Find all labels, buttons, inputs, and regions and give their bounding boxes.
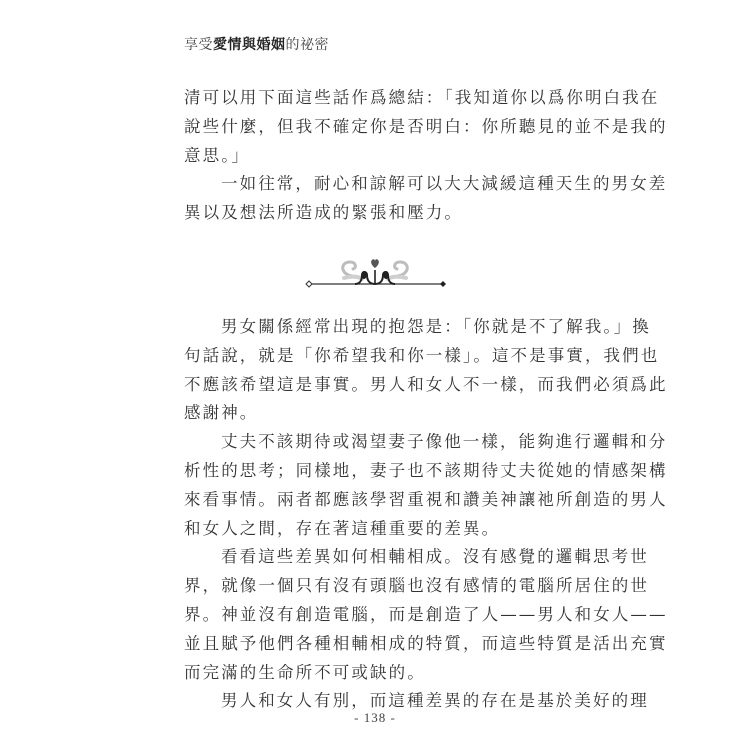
- text-block-1: [184, 84, 668, 228]
- text-line: 界。神並沒有創造電腦，而是創造了人——男人和女人——: [184, 604, 668, 624]
- text-line: 句話說，就是「你希望我和你一樣」。這不是事實，我們也: [184, 345, 660, 365]
- paragraph-start-line: 一如往常，耐心和諒解可以大大減緩這種天生的男女差: [221, 174, 668, 194]
- page-number: - 138 -: [354, 710, 396, 725]
- text-line: 析性的思考；同樣地，妻子也不該期待丈夫從她的情感架構: [184, 460, 668, 480]
- text-block-2: [184, 313, 668, 716]
- text-line: 意思。」: [184, 145, 251, 165]
- text-line: 感謝神。: [184, 403, 259, 423]
- paragraph-start-line: 男女關係經常出現的抱怨是：「你就是不了解我。」換: [221, 317, 651, 336]
- text-line: 說些什麼，但我不確定你是否明白：你所聽見的並不是我的: [184, 116, 668, 136]
- paragraph-start-line: 男人和女人有別，而這種差異的存在是基於美好的理: [221, 691, 649, 711]
- decorative-heart-flourish-divider-icon: [300, 254, 450, 290]
- text-line: 而完滿的生命所不可或缺的。: [184, 662, 426, 682]
- running-header: [184, 34, 329, 54]
- text-line: 來看事情。兩者都應該學習重視和讚美神讓祂所創造的男人: [184, 489, 668, 509]
- text-line: 不應該希望這是事實。男人和女人不一樣，而我們必須爲此: [184, 374, 668, 394]
- paragraph-start-line: 看看這些差異如何相輔相成。沒有感覺的邏輯思考世: [221, 547, 649, 567]
- header-title-part2: 的祕密: [285, 37, 329, 53]
- paragraph-start-line: 丈夫不該期待或渴望妻子像他一樣，能夠進行邏輯和分: [221, 432, 668, 452]
- text-line: 異以及想法所造成的緊張和壓力。: [184, 203, 463, 223]
- section-divider-ornament: [300, 254, 450, 290]
- header-title-bold: 愛情與婚姻: [213, 37, 286, 53]
- text-line: 和女人之間，存在著這種重要的差異。: [184, 518, 501, 538]
- text-line: 界，就像一個只有沒有頭腦也沒有感情的電腦所居住的世: [184, 576, 649, 596]
- header-title-part1: 享受: [184, 37, 213, 53]
- text-line: 清可以用下面這些話作爲總結：「我知道你以爲你明白我在: [184, 88, 660, 107]
- text-line: 並且賦予他們各種相輔相成的特質，而這些特質是活出充實: [184, 633, 668, 653]
